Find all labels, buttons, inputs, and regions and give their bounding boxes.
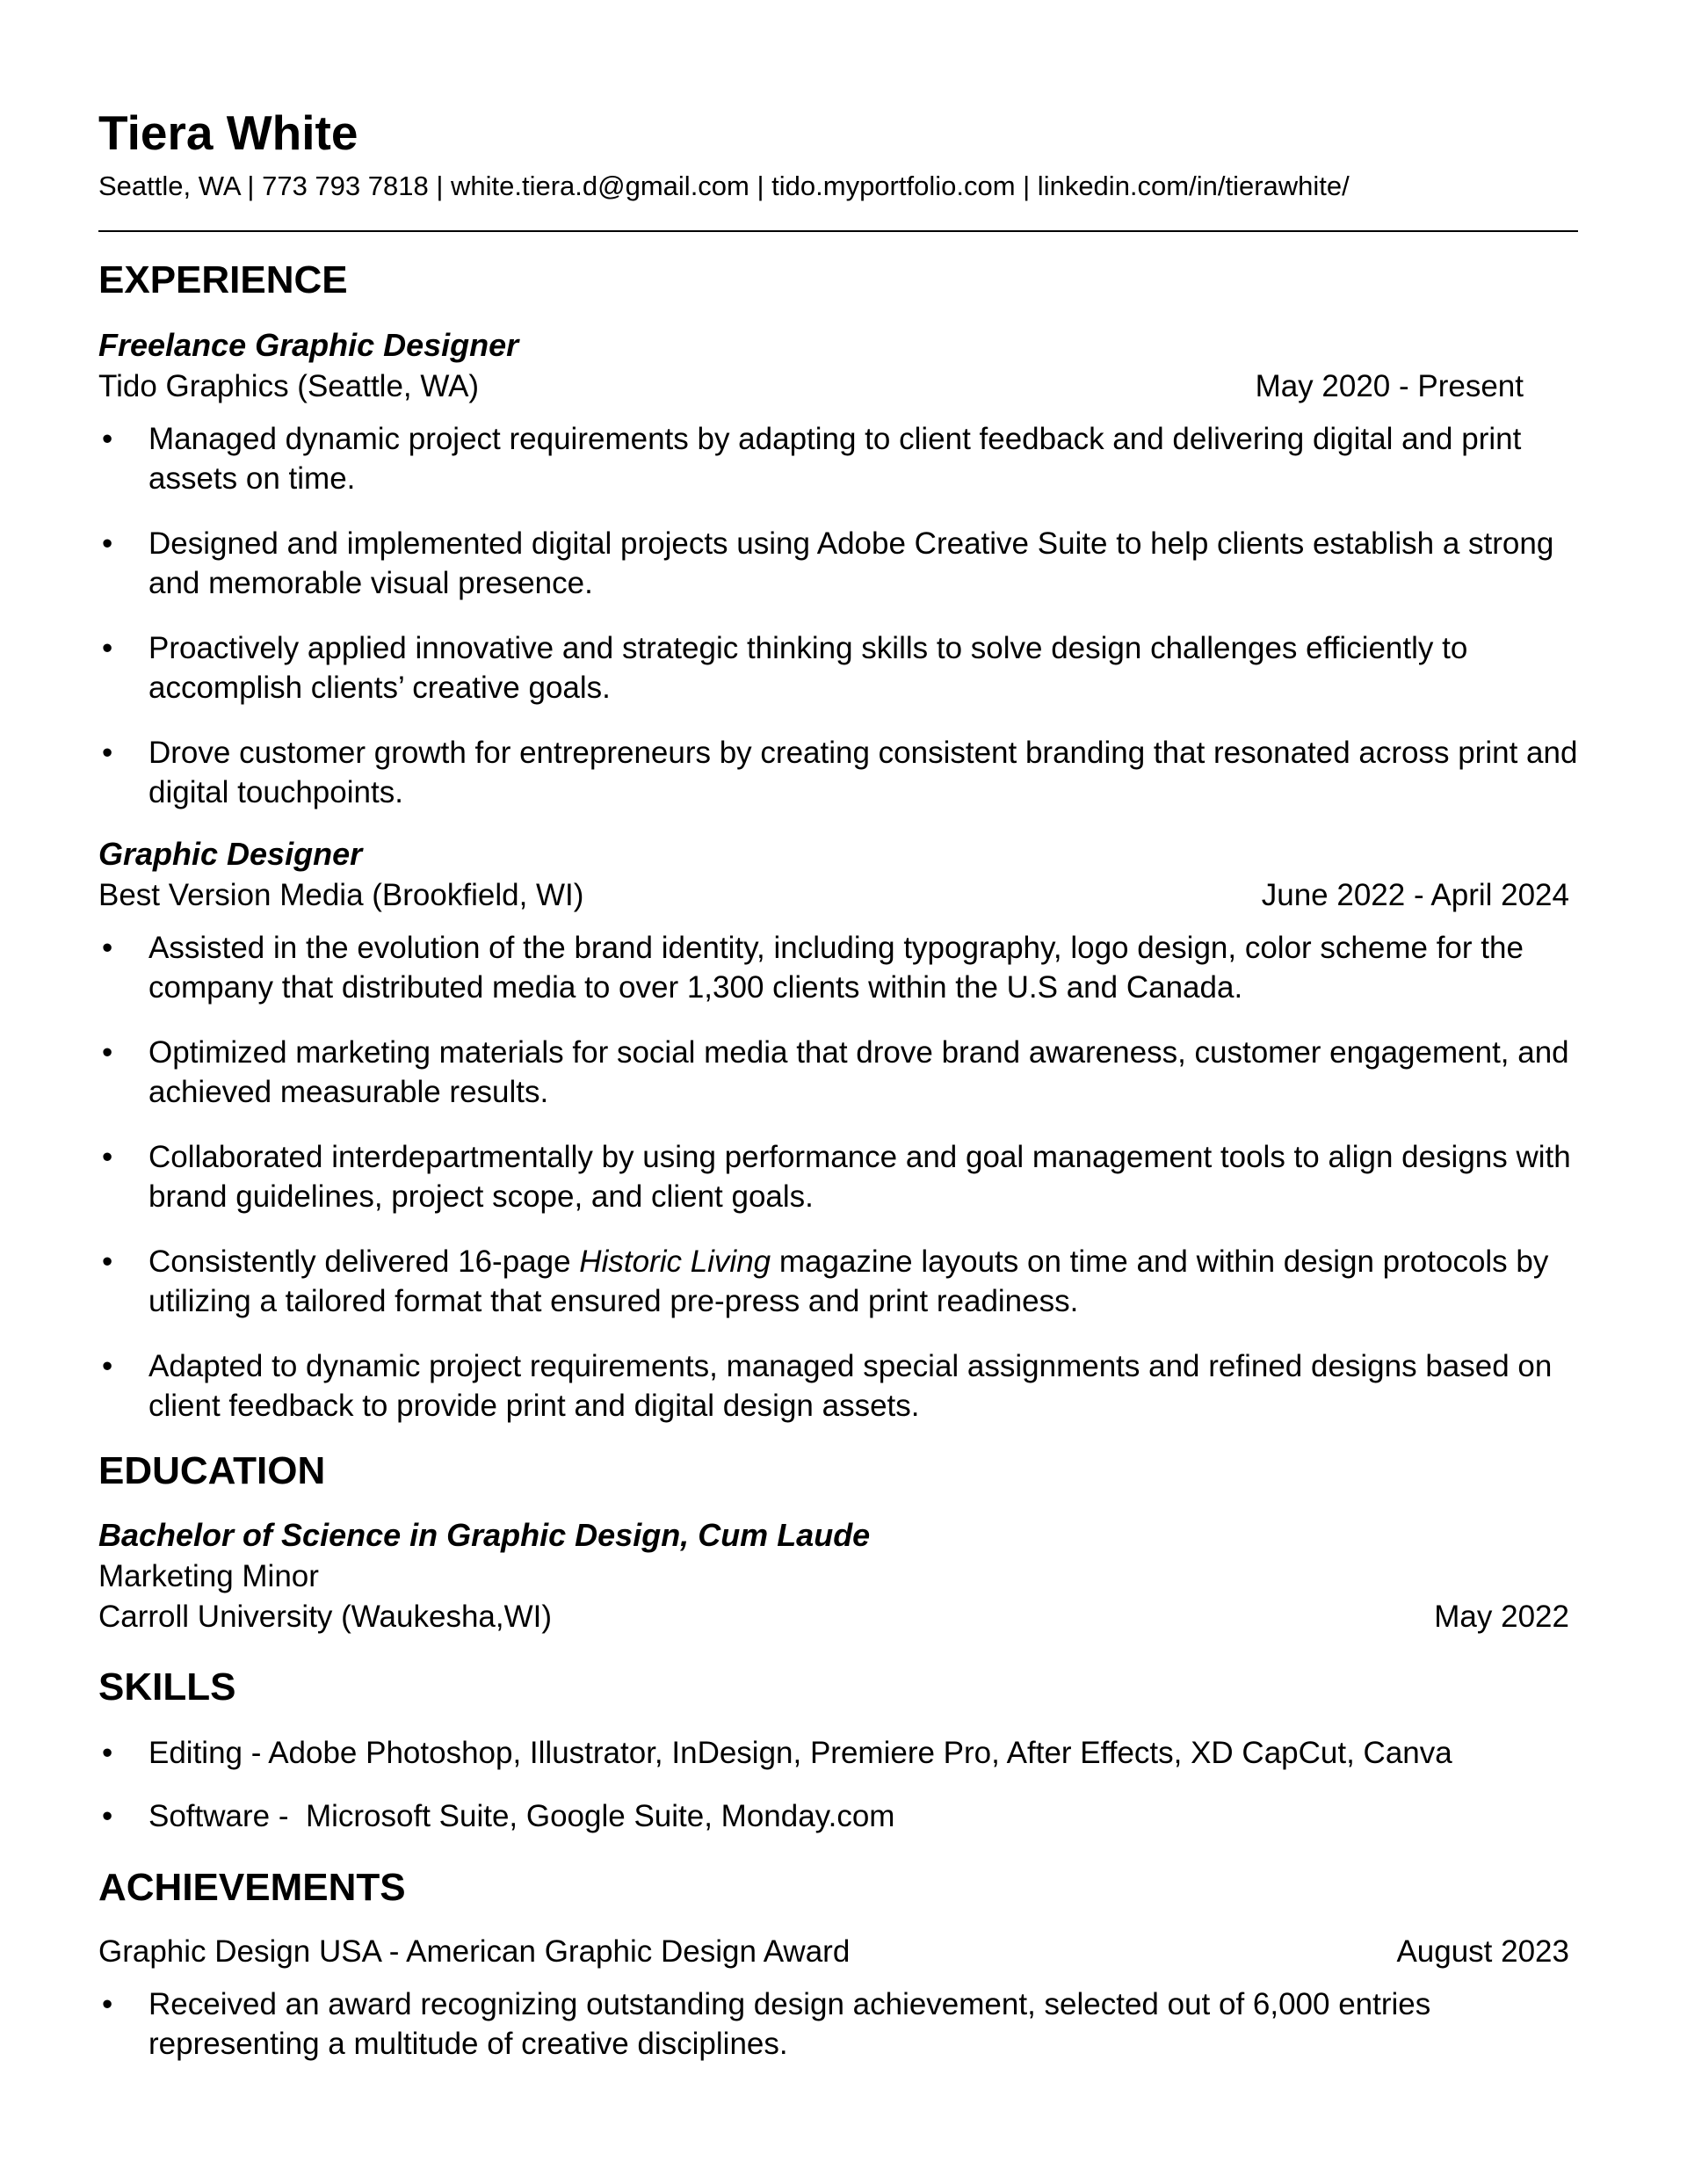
list-item xyxy=(98,1733,1583,1773)
job-title: Freelance Graphic Designer xyxy=(98,327,519,363)
award-title: Graphic Design USA - American Graphic Design Award xyxy=(98,1934,851,1969)
bullet-marker: • xyxy=(102,422,113,456)
candidate-name: Tiera White xyxy=(98,105,358,160)
bullet-text: Proactively applied innovative and strategic thinking skills to solve design challenges efficiently to accomplish clients’ creative goals. xyxy=(148,631,1468,705)
bullet-text: Drove customer growth for entrepreneurs by creating consistent branding that resonated across print and digital touchpoints. xyxy=(148,736,1578,809)
bullet-marker: • xyxy=(102,1140,113,1174)
bullet-marker: • xyxy=(102,526,113,561)
education-heading: EDUCATION xyxy=(98,1449,326,1492)
bullet-text: Designed and implemented digital projects using Adobe Creative Suite to help clients establish a strong and memorable visual presence. xyxy=(148,526,1554,600)
list-item xyxy=(98,419,1583,498)
bullet-text: Received an award recognizing outstanding design achievement, selected out of 6,000 entries representing a multitude of creative disciplines. xyxy=(148,1987,1431,2061)
list-item xyxy=(98,1137,1583,1216)
degree-title: Bachelor of Science in Graphic Design, Cum Laude xyxy=(98,1517,871,1553)
list-item xyxy=(98,524,1583,603)
bullet-marker: • xyxy=(102,1244,113,1279)
bullet-text: Assisted in the evolution of the brand identity, including typography, logo design, color scheme for the company that distributed media to over 1,300 clients within the U.S and Canada. xyxy=(148,931,1524,1005)
school-name: Carroll University (Waukesha,WI) xyxy=(98,1600,553,1634)
contact-line: Seattle, WA | 773 793 7818 | white.tiera.d@gmail.com | tido.myportfolio.com | linkedin.com/in/tierawhite/ xyxy=(98,171,1350,201)
header-divider xyxy=(98,230,1578,232)
job-title: Graphic Designer xyxy=(98,836,363,872)
job-company: Best Version Media (Brookfield, WI) xyxy=(98,878,584,912)
list-item xyxy=(98,1033,1583,1112)
bullet-text: Collaborated interdepartmentally by using performance and goal management tools to align designs with brand guidelines, project scope, and client goals. xyxy=(148,1140,1571,1214)
bullet-text: Software - Microsoft Suite, Google Suite, Monday.com xyxy=(148,1799,895,1833)
bullet-marker: • xyxy=(102,736,113,770)
bullet-text: Editing - Adobe Photoshop, Illustrator, InDesign, Premiere Pro, After Effects, XD CapCut, Canva xyxy=(148,1736,1452,1770)
graduation-date: May 2022 xyxy=(1434,1600,1569,1634)
bullet-marker: • xyxy=(102,631,113,665)
list-item xyxy=(98,628,1583,707)
list-item xyxy=(98,733,1583,812)
bullet-marker: • xyxy=(102,1349,113,1383)
achievements-heading: ACHIEVEMENTS xyxy=(98,1866,406,1909)
bullet-marker: • xyxy=(102,1799,113,1833)
skills-heading: SKILLS xyxy=(98,1665,236,1709)
bullet-marker: • xyxy=(102,931,113,965)
bullet-marker: • xyxy=(102,1035,113,1070)
degree-minor: Marketing Minor xyxy=(98,1559,319,1593)
bullet-marker: • xyxy=(102,1987,113,2021)
award-date: August 2023 xyxy=(1396,1934,1569,1969)
experience-heading: EXPERIENCE xyxy=(98,258,348,301)
list-item xyxy=(98,1242,1583,1321)
bullet-text: Consistently delivered 16-page Historic Living magazine layouts on time and within design protocols by utilizing a tailored format that ensured pre-press and print readiness. xyxy=(148,1244,1549,1318)
list-item xyxy=(98,928,1583,1007)
job-company: Tido Graphics (Seattle, WA) xyxy=(98,369,480,403)
bullet-marker: • xyxy=(102,1736,113,1770)
list-item xyxy=(98,1346,1583,1426)
bullet-text: Adapted to dynamic project requirements, managed special assignments and refined designs based on client feedback to provide print and digital design assets. xyxy=(148,1349,1553,1423)
magazine-title: Historic Living xyxy=(579,1244,771,1279)
bullet-text: Managed dynamic project requirements by adapting to client feedback and delivering digital and print assets on time. xyxy=(148,422,1522,496)
job-dates: May 2020 - Present xyxy=(1255,369,1524,403)
list-item xyxy=(98,1984,1583,2064)
list-item xyxy=(98,1796,1583,1836)
bullet-text: Optimized marketing materials for social media that drove brand awareness, customer engagement, and achieved measurable results. xyxy=(148,1035,1569,1109)
job-dates: June 2022 - April 2024 xyxy=(1261,878,1569,912)
